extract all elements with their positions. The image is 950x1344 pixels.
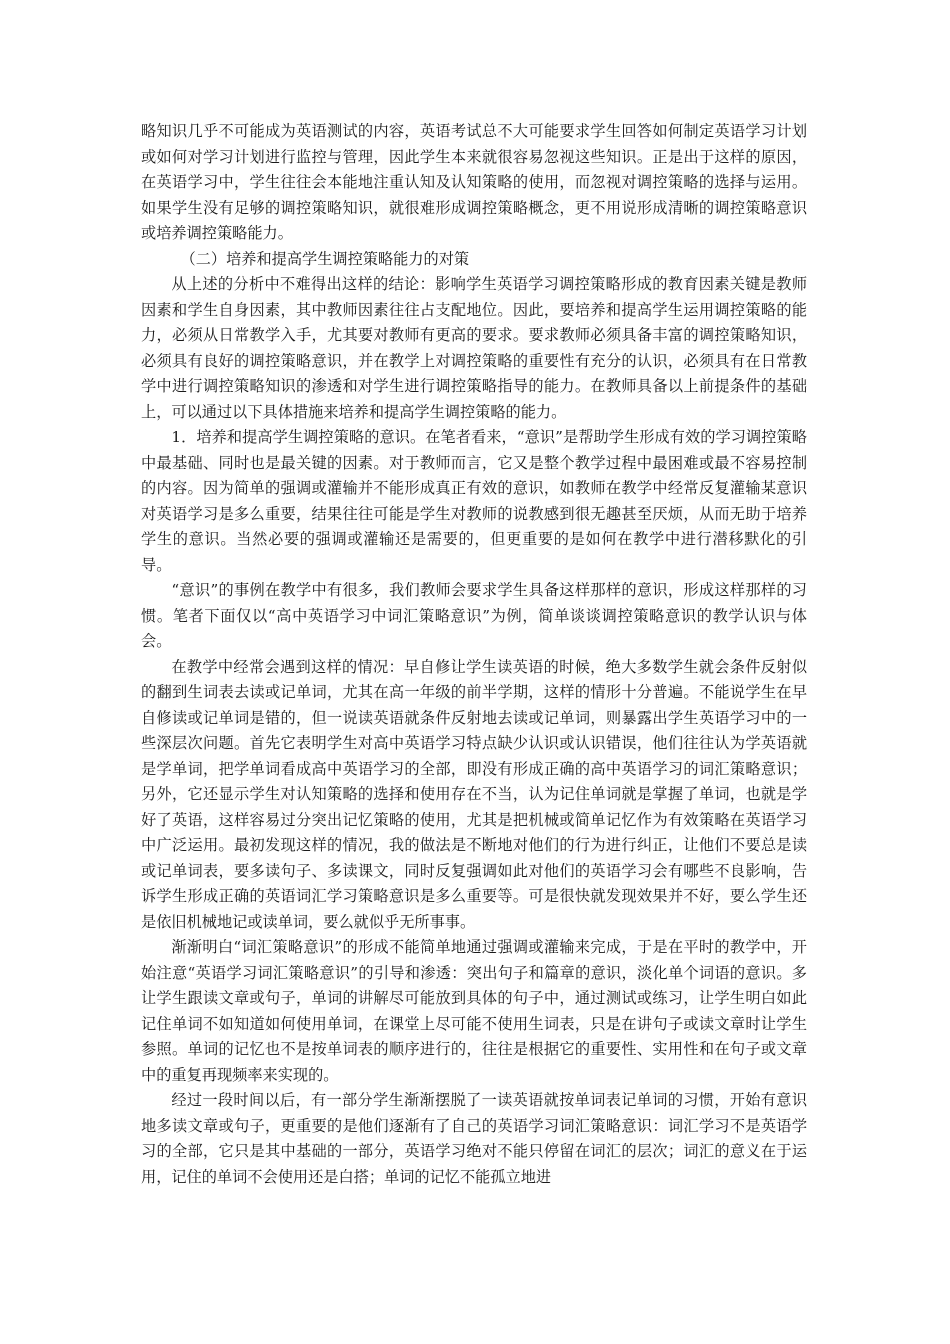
paragraph: 渐渐明白“词汇策略意识”的形成不能简单地通过强调或灌输来完成，于是在平时的教学中，开始注意“英语学习词汇策略意识”的引导和渗透：突出句子和篇章的意识，淡化单个词语的意识。多让学生跟读文章或句子，单词的讲解尽可能放到具体的句子中，通过测试或练习，让学生明白如此记住单词不如知道如何使用单词，在课堂上尽可能不使用生词表，只是在讲句子或读文章时让学生参照。单词的记忆也不是按单词表的顺序进行的，往往是根据它的重要性、实用性和在句子或文章中的重复再现频率来实现的。 [141,938,807,1084]
section-heading: （二）培养和提高学生调控策略能力的对策 [180,249,470,268]
paragraph: 经过一段时间以后，有一部分学生渐渐摆脱了一读英语就按单词表记单词的习惯，开始有意识地多读文章或句子，更重要的是他们逐渐有了自己的英语学习词汇策略意识：词汇学习不是英语学习的全部，它只是其中基础的一部分，英语学习绝对不能只停留在词汇的层次；词汇的意义在于运用，记住的单词不会使用还是白搭；单词的记忆不能孤立地进 [141,1091,807,1186]
paragraph: 在教学中经常会遇到这样的情况：早自修让学生读英语的时候，绝大多数学生就会条件反射似的翻到生词表去读或记单词，尤其在高一年级的前半学期，这样的情形十分普遍。不能说学生在早自修读或记单词是错的，但一说读英语就条件反射地去读或记单词，则暴露出学生英语学习中的一些深层次问题。首先它表明学生对高中英语学习特点缺少认识或认识错误，他们往往认为学英语就是学单词，把学单词看成高中英语学习的全部，即没有形成正确的高中英语学习的词汇策略意识；另外，它还显示学生对认知策略的选择和使用存在不当，认为记住单词就是掌握了单词，也就是学好了英语，这样容易过分突出记忆策略的使用，尤其是把机械或简单记忆作为有效策略在英语学习中广泛运用。最初发现这样的情况，我的做法是不断地对他们的行为进行纠正，让他们不要总是读或记单词表，要多读句子、多读课文，同时反复强调如此对他们的英语学习会有哪些不良影响，告诉学生形成正确的英语词汇学习策略意识是多么重要等。可是很快就发现效果并不好，要么学生还是依旧机械地记或读单词，要么就似乎无所事事。 [141,657,807,931]
paragraph-numbered-point: 1．培养和提高学生调控策略的意识。在笔者看来，“意识”是帮助学生形成有效的学习调控策略中最基础、同时也是最关键的因素。对于教师而言，它又是整个教学过程中最困难或最不容易控制的内容。因为简单的强调或灌输并不能形成真正有效的意识，如教师在教学中经常反复灌输某意识对英语学习是多么重要，结果往往可能是学生对教师的说教感到很无趣甚至厌烦，从而无助于培养学生的意识。当然必要的强调或灌输还是需要的，但更重要的是如何在教学中进行潜移默化的引导。 [141,428,807,574]
document-body [141,119,807,1190]
paragraph: “意识”的事例在教学中有很多，我们教师会要求学生具备这样那样的意识，形成这样那样的习惯。笔者下面仅以“高中英语学习中词汇策略意识”为例，简单谈谈调控策略意识的教学认识与体会。 [141,581,807,650]
paragraph: 从上述的分析中不难得出这样的结论：影响学生英语学习调控策略形成的教育因素关键是教师因素和学生自身因素，其中教师因素往往占支配地位。因此，要培养和提高学生运用调控策略的能力，必须从日常教学入手，尤其要对教师有更高的要求。要求教师必须具备丰富的调控策略知识，必须具有良好的调控策略意识，并在教学上对调控策略的重要性有充分的认识，必须具有在日常教学中进行调控策略知识的渗透和对学生进行调控策略指导的能力。在教师具备以上前提条件的基础上，可以通过以下具体措施来培养和提高学生调控策略的能力。 [141,275,807,421]
paragraph-continuation: 略知识几乎不可能成为英语测试的内容，英语考试总不大可能要求学生回答如何制定英语学习计划或如何对学习计划进行监控与管理，因此学生本来就很容易忽视这些知识。正是出于这样的原因，在英语学习中，学生往往会本能地注重认知及认知策略的使用，而忽视对调控策略的选择与运用。如果学生没有足够的调控策略知识，就很难形成调控策略概念，更不用说形成清晰的调控策略意识或培养调控策略能力。 [141,122,807,242]
